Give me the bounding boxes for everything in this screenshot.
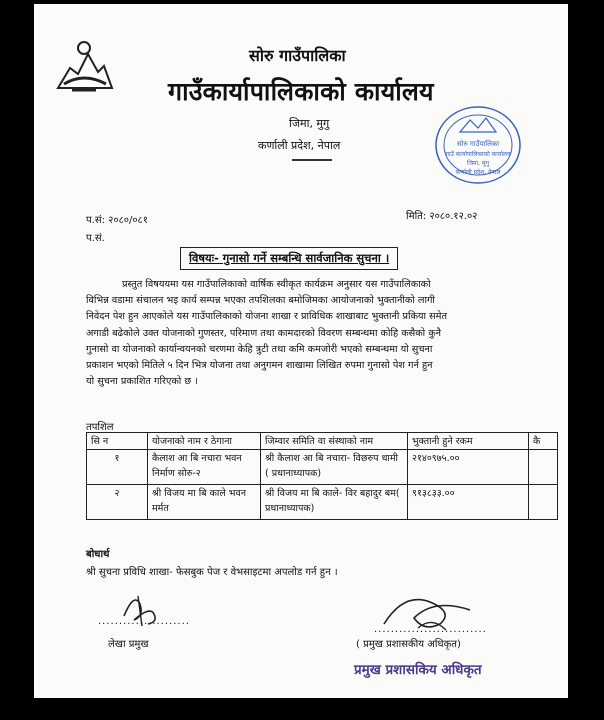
notice-body [86,277,556,390]
cell-amount: ९१३८३३.०० [408,485,529,520]
cell-amount: २१४०९७५.०० [408,450,529,485]
header-serial: सि न [87,433,148,450]
body-line: गुनासो वा योजनाको कार्यान्वयनको चरणमा केहि त्रुटी तथा कमि कमजोरी भएको सम्बन्धमा यो सुचना [86,343,433,355]
cell-committee: श्री विजय मा बि काले- विर बहादुर बम( प्रधानाध्यापक) [261,485,408,520]
tapsil-label: तपशिल [86,422,114,433]
subject-text: विषयः- गुनासो गर्ने सम्बन्धि सार्वजानिक सुचना । [189,251,390,265]
body-line: अगाडी बढेकोले उक्त योजनाको गुणस्तर, परिमाण तथा कामदारको विवरण सम्बन्धमा कोहि कसैको कुनै [86,327,442,339]
table-row [87,450,558,485]
cell-serial: २ [87,485,148,520]
header-committee: जिम्वार समिति वा संस्थाको नाम [261,433,408,450]
issue-date: मिति: २०८०.१२.०२ [406,211,478,222]
cc-text: श्री सुचना प्रविधि शाखा- फेसबुक पेज र वेभसाइटमा अपलोड गर्न हुन । [86,567,338,578]
notice-document [34,4,568,698]
cc-heading: बोधार्थ [86,549,110,560]
cell-project: श्री विजय मा बि काले भवन मर्मत [148,485,261,520]
reference-label: प.सं. [86,233,105,244]
cell-serial: १ [87,450,148,485]
cell-remarks [529,450,558,485]
reference-number: प.सं: २०८०/०८१ [86,215,148,226]
cell-project: कैलाश आ बि नचारा भवन निर्माण सोरु-२ [148,450,261,485]
svg-text:कर्णाली प्रदेश, नेपाल: कर्णाली प्रदेश, नेपाल [455,169,501,176]
left-signature-line: ...................... [98,616,190,627]
header-amount: भुक्तानी हुने रकम [408,433,529,450]
province-line: कर्णाली प्रदेश, नेपाल [258,139,341,152]
nepal-emblem-icon [52,38,116,92]
body-line: प्रस्तुत विषययमा यस गाउँपालिकाको वार्षिक स्वीकृत कार्यक्रम अनुसार यस गाउँपालिकाको [122,279,431,290]
accounts-chief-label: लेखा प्रमुख [108,639,149,650]
office-title: गाउँकार्यापालिकाको कार्यालय [168,77,434,106]
svg-text:गाउँ कार्यापालिकाको कार्यालय: गाउँ कार्यापालिकाको कार्यालय [445,151,511,158]
body-line: निवेदन पेश हुन आएकोले यस गाउँपालिकाको योजना शाखा र प्राविधिक शाखाबाट भुक्तानी प्रकिया समेत [86,311,447,323]
svg-text:सोरु गाउँपालिका: सोरु गाउँपालिका [456,140,500,148]
svg-text:जिमा, मुगु: जिमा, मुगु [467,160,489,167]
subject-box [180,247,398,270]
header-remarks: कै [529,433,558,450]
project-table [86,432,558,520]
body-line: यो सुचना प्रकाशित गरिएको छ । [86,376,198,388]
body-line: प्रकाशन भएको मितिले ५ दिन भित्र योजना तथा अनुगमन शाखामा लिखित रुपमा गुनासो पेश गर्न हुन [86,360,433,372]
cell-committee: श्री कैलाश आ बि नचारा- विछरुप धामी ( प्रधानाध्यापक) [261,450,408,485]
district-line: जिमा, मुगु [289,117,330,130]
body-line: विभिन्न वडामा संचालन भइ कार्य सम्पन्न भएका तपशिलका बमोजिमका आयोजनाको भुक्तानीको लागी [86,295,435,307]
table-header-row [87,433,558,450]
header-project: योजनाको नाम र ठेगाना [148,433,261,450]
header-divider [292,159,332,161]
cell-remarks [529,485,558,520]
cao-designation-stamp: प्रमुख प्रशासकिय अधिकृत [354,662,482,678]
right-signature-line: ........................... [374,624,487,635]
municipality-name: सोरु गाउँपालिका [249,46,346,65]
table-row [87,485,558,520]
office-seal-stamp [432,102,524,188]
cao-label: ( प्रमुख प्रशासकीय अधिकृत) [356,639,461,650]
